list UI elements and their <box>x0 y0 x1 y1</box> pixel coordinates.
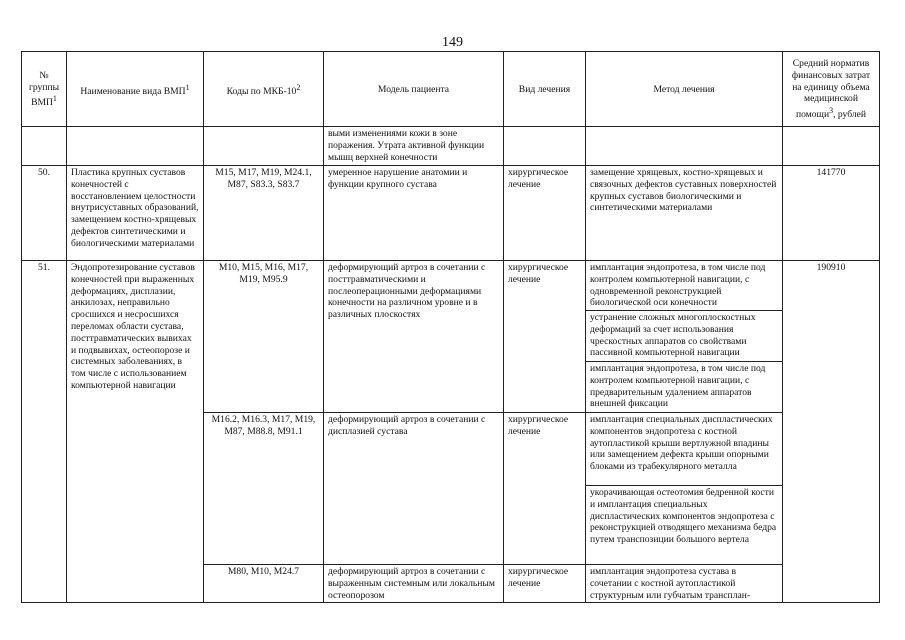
method-entry: устранение сложных многоплоскостных деформаций за счет использования чрескостных аппаратов со свойствами пассивной компьютерной навигации <box>586 311 782 362</box>
cell-treatment-type: хирургическое лечение <box>504 413 586 565</box>
cell-empty <box>783 127 880 166</box>
cell-vmp-name: Пластика крупных суставов конечностей с восстановлением целостности внутрисуставных образований, замещением костно-хрящевых дефектов синтетическими и биологическими материалами <box>67 166 204 261</box>
cell-patient-model: деформирующий артроз в сочетании с посттравматическими и послеоперационными деформациями конечности на различном уровне и в различных плоскостях <box>324 261 504 413</box>
cell-group-number: 51. <box>22 261 67 603</box>
cell-average-cost: 190910 <box>783 261 880 603</box>
cell-group-number: 50. <box>22 166 67 261</box>
cell-treatment-method <box>586 565 783 603</box>
method-entry: укорачивающая остеотомия бедренной кости и имплантация специальных диспластических компонентов эндопротеза с реконструкцией отводящего механизма бедра путем транспозиции большого вертела <box>590 487 777 546</box>
page-number: 149 <box>442 35 463 50</box>
cell-empty <box>586 127 783 166</box>
cell-empty <box>67 127 204 166</box>
cell-icd-codes: M16.2, M16.3, M17, M19, M87, M88.8, M91.1 <box>204 413 324 565</box>
cell-icd-codes: M15, M17, M19, M24.1, M87, S83.3, S83.7 <box>204 166 324 261</box>
cell-icd-codes: M10, M15, M16, M17, M19, M95.9 <box>204 261 324 413</box>
header-vmp-name: Наименование вида ВМП$^1$ <box>67 52 204 127</box>
vmp-table <box>21 51 880 603</box>
header-icd-codes: Коды по МКБ-$10^2$ <box>204 52 324 127</box>
cell-empty <box>204 127 324 166</box>
cell-empty <box>504 127 586 166</box>
table-row-group-50 <box>22 166 880 261</box>
cell-treatment-type: хирургическое лечение <box>504 261 586 413</box>
cell-vmp-name: Эндопротезирование суставов конечностей при выраженных деформациях, дисплазии, анкилозах, неправильно сросшихся и несросшихся переломах области сустава, посттравматических вывихах и подвывихах, остеопорозе и системных заболеваниях, в том числе с использованием компьютерной навигации <box>67 261 204 603</box>
cell-treatment-method <box>586 413 783 565</box>
header-group-number: № группы ВМП$^1$ <box>22 52 67 127</box>
cell-treatment-method <box>586 261 783 413</box>
cell-patient-model: деформирующий артроз в сочетании с дисплазией сустава <box>324 413 504 565</box>
cell-patient-model: выми изменениями кожи в зоне поражения. Утрата активной функции мышц верхней конечности <box>324 127 504 166</box>
method-entry: имплантация эндопротеза, в том числе под контролем компьютерной навигации, с одновременной реконструкцией биологической оси конечности <box>586 261 782 311</box>
method-entry: имплантация эндопротеза сустава в сочетании с костной аутопластикой структурным или губчатым трансплан- <box>590 566 751 601</box>
cell-patient-model: умеренное нарушение анатомии и функции крупного сустава <box>324 166 504 261</box>
table-row-continuation <box>22 127 880 166</box>
cell-patient-model: деформирующий артроз в сочетании с выраженным системным или локальным остеопорозом <box>324 565 504 603</box>
cell-average-cost: 141770 <box>783 166 880 261</box>
method-entry: имплантация эндопротеза, в том числе под контролем компьютерной навигации, с предварительным удалением аппаратов внешней фиксации <box>590 363 766 410</box>
cell-empty <box>22 127 67 166</box>
cell-treatment-type: хирургическое лечение <box>504 565 586 603</box>
header-treatment-type: Вид лечения <box>504 52 586 127</box>
header-treatment-method: Метод лечения <box>586 52 783 127</box>
table-header-row <box>22 52 880 127</box>
cell-treatment-type: хирургическое лечение <box>504 166 586 261</box>
header-patient-model: Модель пациента <box>324 52 504 127</box>
method-entry: имплантация специальных диспластических компонентов эндопротеза с костной аутопластикой крыши вертлужной впадины или замещением дефекта крыши опорными блоками из трабекулярного металла <box>586 413 782 486</box>
cell-treatment-method: замещение хрящевых, костно-хрящевых и связочных дефектов суставных поверхностей крупных суставов биологическими и синтетическими материалами <box>586 166 783 261</box>
cell-icd-codes: M80, M10, M24.7 <box>204 565 324 603</box>
table-row-group-51 <box>22 261 880 413</box>
header-average-cost: Средний норматив финансовых затрат на единицу объема медицинской помощи$^3$, рублей <box>783 52 880 127</box>
